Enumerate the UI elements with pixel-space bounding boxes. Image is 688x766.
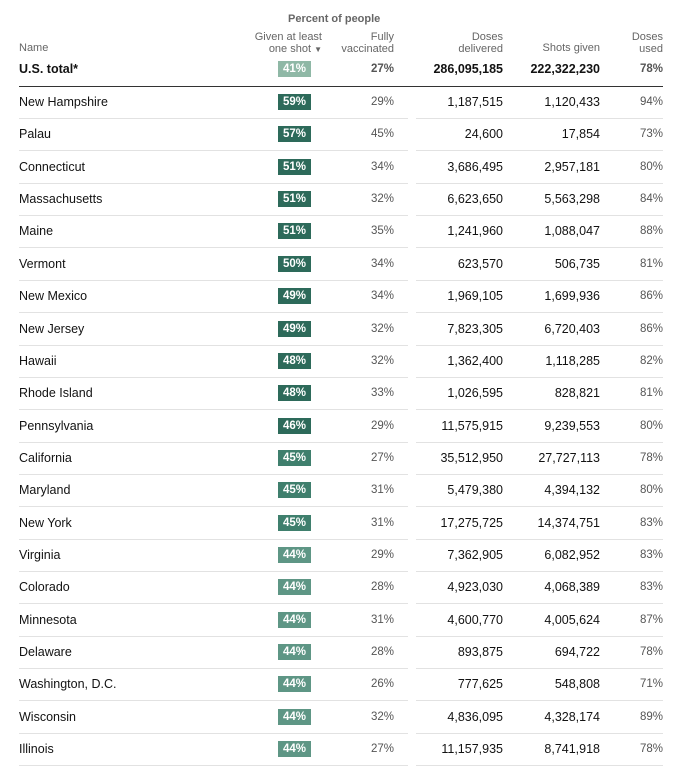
shots-given-value: 828,821	[554, 386, 600, 401]
row-name: Virginia	[19, 547, 61, 562]
doses-used-value: 73%	[639, 128, 663, 141]
doses-delivered-value: 35,512,950	[440, 450, 503, 465]
row-name: U.S. total*	[19, 62, 79, 76]
row-name: New Mexico	[19, 289, 88, 304]
one-shot-badge: 48%	[278, 385, 311, 401]
one-shot-badge: 44%	[278, 676, 311, 692]
one-shot-badge: 49%	[278, 288, 311, 304]
shots-given-value: 4,394,132	[544, 483, 600, 498]
doses-used-value: 83%	[639, 581, 663, 594]
fully-vaccinated-value: 34%	[370, 257, 394, 270]
one-shot-badge: 45%	[278, 482, 311, 498]
fully-vaccinated-value: 29%	[370, 96, 394, 108]
shots-given-value: 4,005,624	[544, 612, 600, 627]
doses-delivered-value: 4,923,030	[447, 580, 503, 595]
fully-vaccinated-value: 34%	[370, 160, 394, 173]
column-header-fully-vaccinated[interactable]	[324, 32, 394, 55]
row-name: Wisconsin	[19, 709, 76, 724]
table-row	[0, 636, 688, 668]
row-name: Maine	[19, 224, 54, 239]
one-shot-badge: 46%	[278, 418, 311, 434]
fully-vaccinated-value: 32%	[370, 322, 394, 335]
doses-delivered-value: 286,095,185	[433, 62, 503, 76]
one-shot-badge: 51%	[278, 159, 311, 175]
one-shot-badge: 44%	[278, 644, 311, 660]
doses-used-value: 78%	[639, 646, 663, 658]
one-shot-badge: 41%	[278, 61, 311, 77]
row-name: Hawaii	[19, 353, 57, 368]
doses-delivered-value: 5,479,380	[447, 483, 503, 498]
table-row	[0, 507, 688, 539]
doses-delivered-value: 24,600	[464, 127, 503, 142]
doses-delivered-value: 11,157,935	[441, 742, 503, 756]
shots-given-value: 6,720,403	[544, 321, 600, 336]
table-row	[0, 571, 688, 603]
fully-vaccinated-value: 29%	[370, 419, 394, 432]
table-row	[0, 539, 688, 571]
doses-delivered-value: 1,362,400	[447, 353, 503, 368]
table-row	[0, 733, 688, 765]
column-header-delivered-line1: Doses	[471, 31, 503, 43]
doses-delivered-value: 17,275,725	[440, 515, 503, 530]
us-total-row	[0, 53, 688, 85]
doses-delivered-value: 1,969,105	[447, 289, 503, 304]
doses-used-value: 81%	[639, 257, 663, 270]
column-header-delivered-line2: delivered	[458, 42, 503, 55]
table-row	[0, 215, 688, 247]
column-header-one-shot-line1: Given at least	[254, 31, 322, 43]
doses-used-value: 88%	[639, 225, 663, 238]
doses-delivered-value: 1,187,515	[447, 95, 503, 109]
one-shot-badge: 59%	[278, 94, 311, 110]
shots-given-value: 4,328,174	[544, 709, 600, 724]
fully-vaccinated-value: 26%	[370, 678, 394, 691]
doses-used-value: 80%	[639, 419, 663, 432]
shots-given-value: 9,239,553	[544, 418, 600, 433]
column-header-one-shot[interactable]	[236, 32, 322, 55]
table-row	[0, 701, 688, 733]
doses-used-value: 80%	[639, 484, 663, 497]
row-name: Pennsylvania	[19, 418, 94, 433]
shots-given-value: 2,957,181	[544, 159, 600, 174]
table-row	[0, 118, 688, 150]
doses-used-value: 78%	[639, 63, 663, 75]
shots-given-value: 27,727,113	[538, 450, 600, 465]
row-name: Connecticut	[19, 159, 86, 174]
doses-delivered-value: 1,026,595	[447, 386, 503, 401]
row-name: Illinois	[19, 742, 54, 756]
doses-delivered-value: 6,623,650	[447, 192, 503, 207]
table-row	[0, 280, 688, 312]
row-name: Delaware	[19, 645, 72, 659]
column-header-name[interactable]: Name	[19, 42, 49, 54]
one-shot-badge: 44%	[278, 612, 311, 628]
doses-delivered-value: 3,686,495	[447, 159, 503, 174]
fully-vaccinated-value: 27%	[370, 63, 394, 75]
fully-vaccinated-value: 35%	[370, 225, 394, 238]
column-header-used-line2: used	[639, 42, 663, 55]
table-row	[0, 183, 688, 215]
one-shot-badge: 44%	[278, 709, 311, 725]
fully-vaccinated-value: 29%	[370, 548, 394, 561]
shots-given-value: 8,741,918	[544, 742, 600, 756]
doses-used-value: 83%	[639, 548, 663, 561]
one-shot-badge: 45%	[278, 515, 311, 531]
row-name: Vermont	[19, 256, 66, 271]
table-row	[0, 474, 688, 506]
one-shot-badge: 50%	[278, 256, 311, 272]
doses-used-value: 86%	[639, 290, 663, 303]
row-name: Maryland	[19, 483, 71, 498]
percent-of-people-header: Percent of people	[288, 13, 381, 25]
doses-delivered-value: 777,625	[457, 677, 503, 692]
shots-given-value: 5,563,298	[544, 192, 600, 207]
row-name: Washington, D.C.	[19, 677, 117, 692]
shots-given-value: 1,118,285	[545, 353, 600, 368]
table-row	[0, 668, 688, 700]
row-name: Rhode Island	[19, 386, 93, 401]
row-name: California	[19, 450, 72, 465]
one-shot-badge: 44%	[278, 579, 311, 595]
fully-vaccinated-value: 28%	[370, 581, 394, 594]
fully-vaccinated-value: 27%	[370, 451, 394, 464]
table-row	[0, 86, 688, 118]
doses-used-value: 80%	[639, 160, 663, 173]
column-header-fully-line1: Fully	[370, 31, 394, 43]
doses-used-value: 82%	[639, 354, 663, 367]
fully-vaccinated-value: 32%	[370, 193, 394, 206]
fully-vaccinated-value: 31%	[370, 484, 394, 497]
shots-given-value: 4,068,389	[544, 580, 600, 595]
doses-delivered-value: 623,570	[457, 256, 503, 271]
doses-delivered-value: 1,241,960	[447, 224, 503, 239]
table-row	[0, 345, 688, 377]
row-name: New Jersey	[19, 321, 85, 336]
row-name: New York	[19, 515, 72, 530]
doses-used-value: 81%	[639, 387, 663, 400]
table-row	[0, 313, 688, 345]
column-header-doses-used[interactable]	[610, 32, 663, 55]
doses-delivered-value: 893,875	[457, 645, 503, 659]
fully-vaccinated-value: 31%	[370, 613, 394, 626]
doses-used-value: 87%	[639, 613, 663, 626]
row-name: Colorado	[19, 580, 70, 595]
doses-used-value: 83%	[639, 516, 663, 529]
sort-down-icon: ▼	[314, 44, 322, 54]
column-header-one-shot-line2: one shot	[268, 42, 312, 55]
doses-delivered-value: 11,575,915	[441, 418, 503, 433]
one-shot-badge: 49%	[278, 321, 311, 337]
column-header-doses-delivered[interactable]	[410, 32, 503, 55]
doses-used-value: 84%	[639, 193, 663, 206]
one-shot-badge: 44%	[278, 741, 311, 757]
doses-used-value: 71%	[639, 678, 663, 691]
one-shot-badge: 57%	[278, 126, 311, 142]
doses-delivered-value: 4,836,095	[447, 709, 503, 724]
row-name: New Hampshire	[19, 95, 108, 109]
shots-given-value: 6,082,952	[544, 547, 600, 562]
shots-given-value: 17,854	[561, 127, 600, 142]
fully-vaccinated-value: 33%	[370, 387, 394, 400]
doses-used-value: 78%	[639, 451, 663, 464]
table-row	[0, 442, 688, 474]
one-shot-badge: 44%	[278, 547, 311, 563]
table-row	[0, 410, 688, 442]
column-header-shots-given[interactable]: Shots given	[542, 42, 600, 54]
shots-given-value: 1,120,433	[544, 95, 600, 109]
shots-given-value: 548,808	[554, 677, 600, 692]
row-name: Palau	[19, 127, 51, 142]
fully-vaccinated-value: 32%	[370, 710, 394, 723]
fully-vaccinated-value: 27%	[370, 743, 394, 755]
table-row	[0, 151, 688, 183]
shots-given-value: 222,322,230	[530, 62, 600, 76]
fully-vaccinated-value: 45%	[370, 128, 394, 141]
fully-vaccinated-value: 34%	[370, 290, 394, 303]
one-shot-badge: 45%	[278, 450, 311, 466]
shots-given-value: 1,699,936	[544, 289, 600, 304]
doses-used-value: 86%	[639, 322, 663, 335]
column-header-fully-line2: vaccinated	[341, 42, 394, 55]
one-shot-badge: 48%	[278, 353, 311, 369]
shots-given-value: 506,735	[554, 256, 600, 271]
row-name: Minnesota	[19, 612, 77, 627]
fully-vaccinated-value: 31%	[370, 516, 394, 529]
row-name: Massachusetts	[19, 192, 103, 207]
table-row	[0, 604, 688, 636]
one-shot-badge: 51%	[278, 191, 311, 207]
table-row	[0, 377, 688, 409]
doses-delivered-value: 4,600,770	[447, 612, 503, 627]
doses-delivered-value: 7,823,305	[447, 321, 503, 336]
column-header-used-line1: Doses	[631, 31, 663, 43]
fully-vaccinated-value: 28%	[370, 646, 394, 658]
doses-delivered-value: 7,362,905	[447, 547, 503, 562]
one-shot-badge: 51%	[278, 223, 311, 239]
doses-used-value: 78%	[639, 743, 663, 755]
doses-used-value: 89%	[639, 710, 663, 723]
shots-given-value: 1,088,047	[544, 224, 600, 239]
doses-used-value: 94%	[639, 96, 663, 108]
fully-vaccinated-value: 32%	[370, 354, 394, 367]
shots-given-value: 14,374,751	[537, 515, 600, 530]
table-row	[0, 248, 688, 280]
shots-given-value: 694,722	[554, 645, 600, 659]
